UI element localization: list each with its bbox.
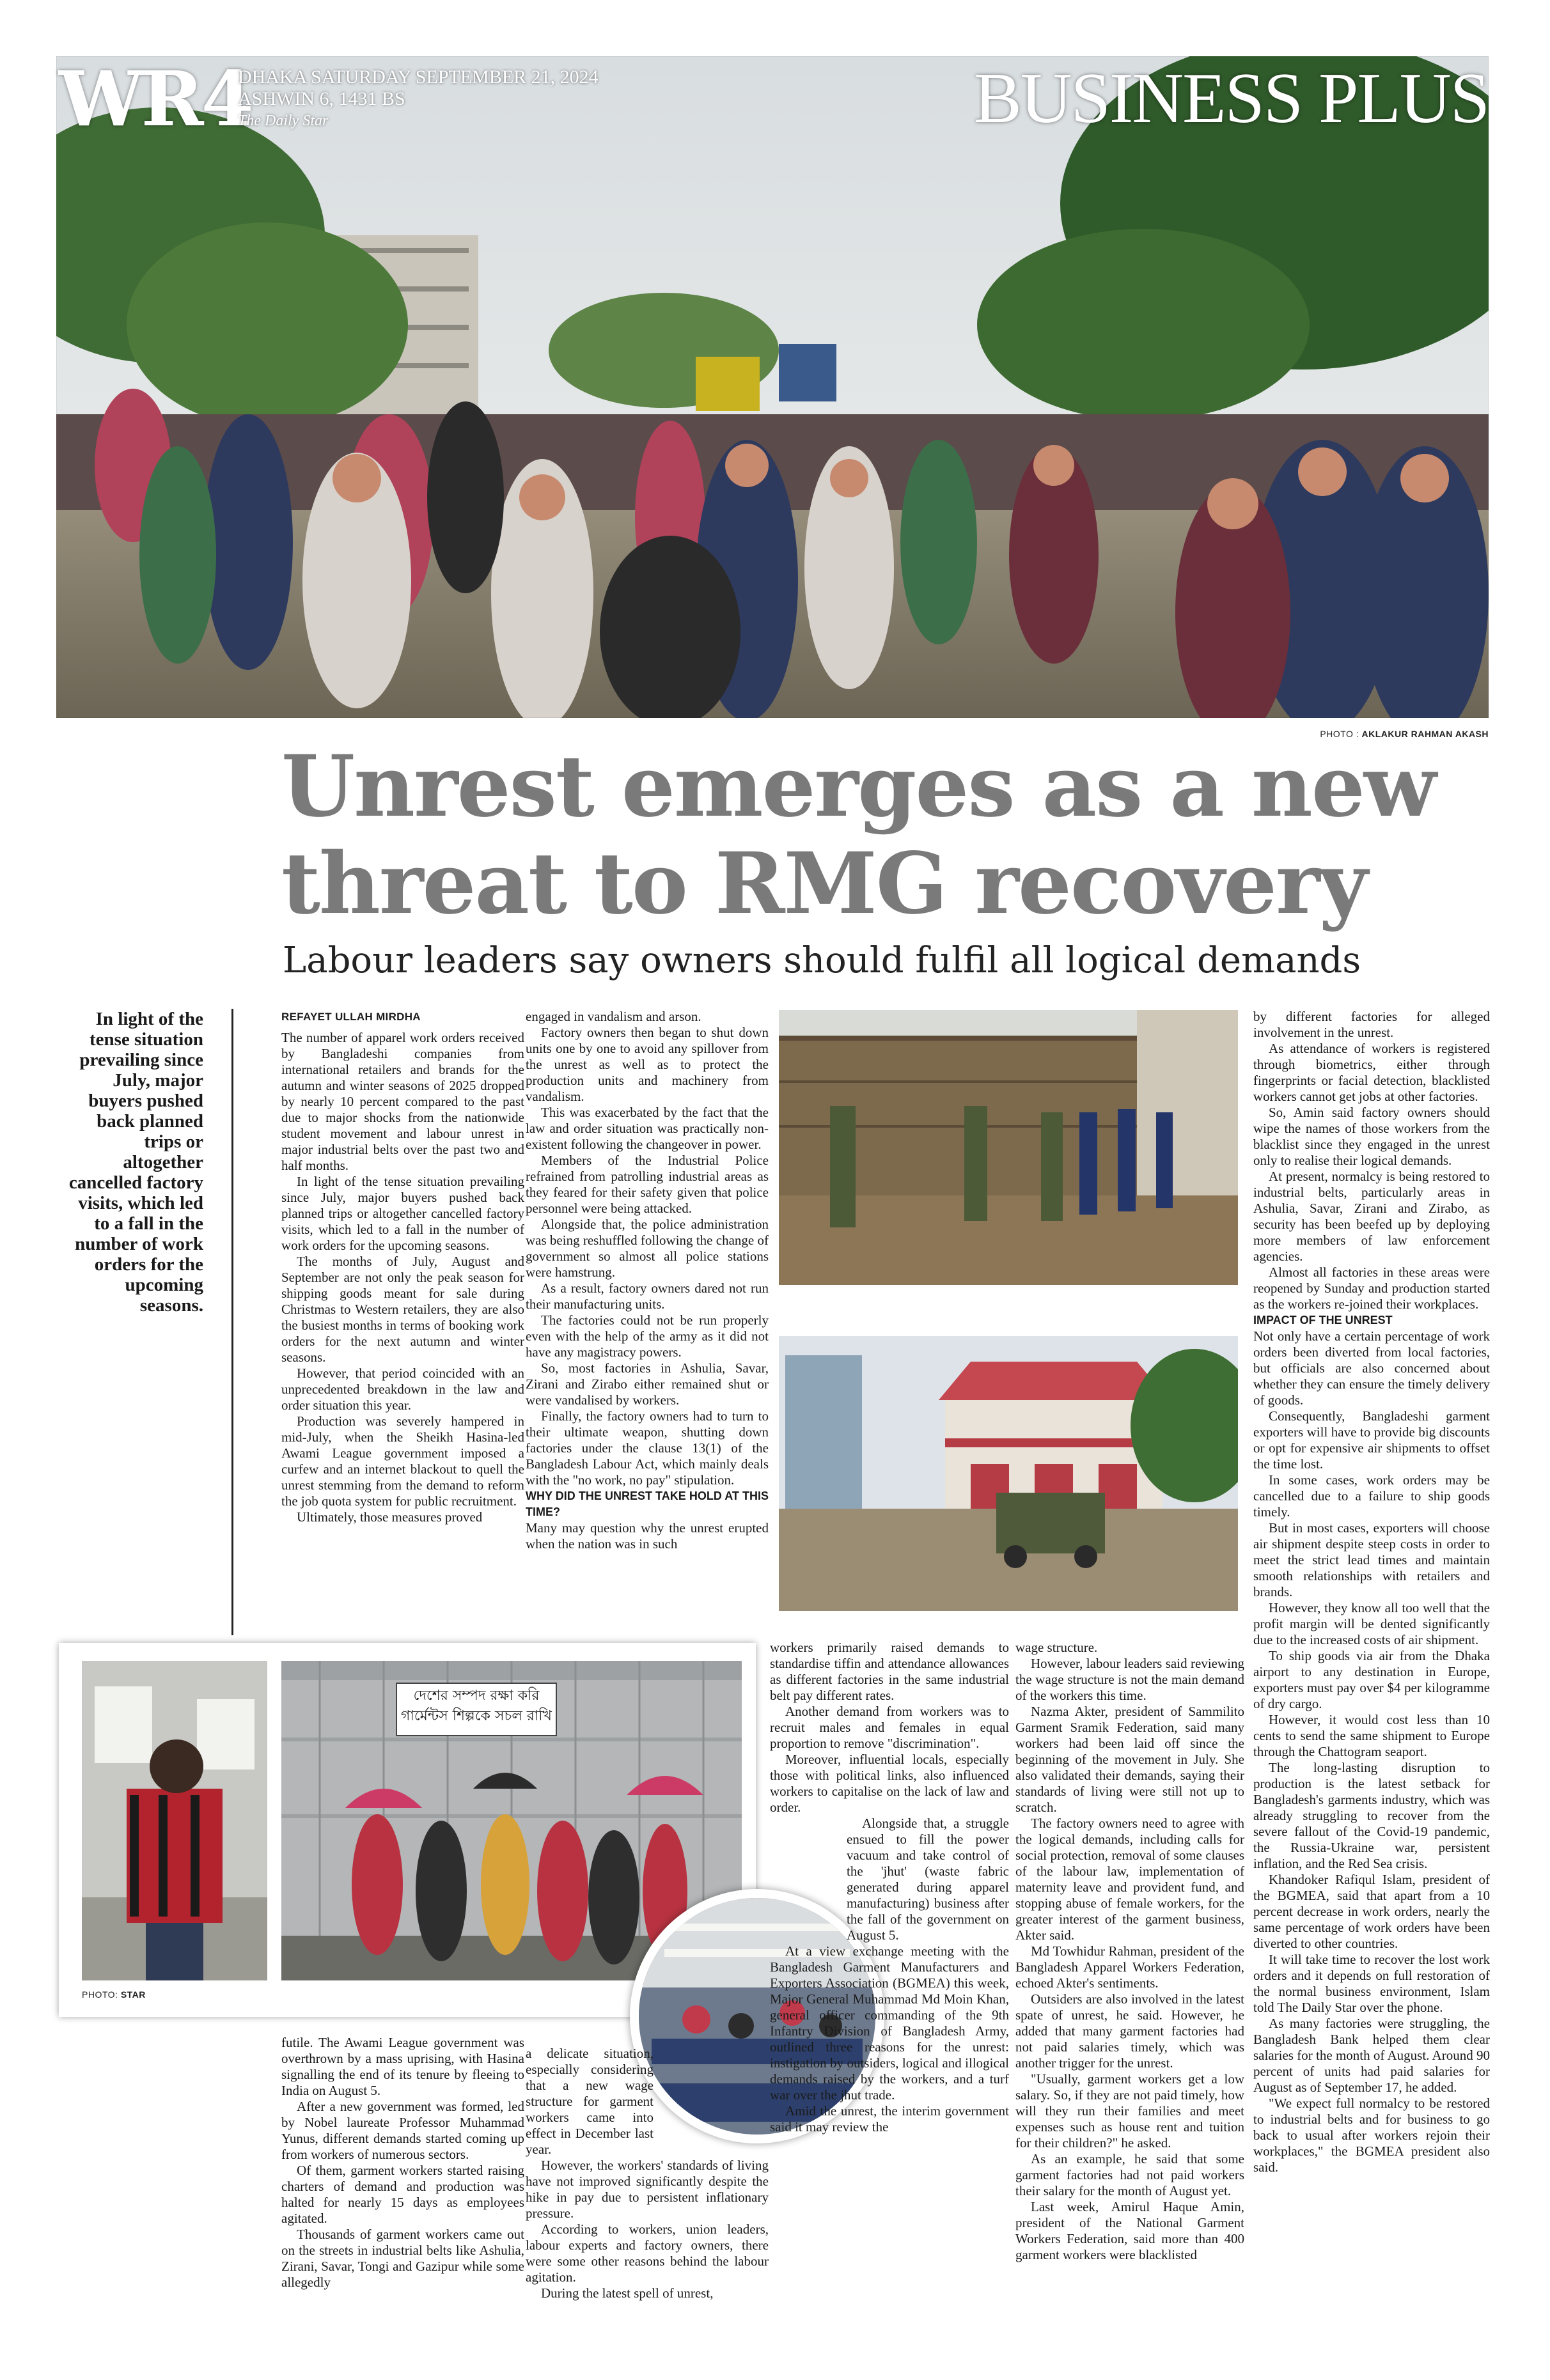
section-subhead: WHY DID THE UNREST TAKE HOLD AT THIS TIME? bbox=[526, 1489, 769, 1518]
column-1b bbox=[281, 2035, 524, 2291]
paragraph: "Usually, garment workers get a low salary. So, if they are not paid timely, how will they run their families and meet expenses such as house rent and tuition for their children?" he asked. bbox=[1015, 2071, 1244, 2151]
paragraph: Finally, the factory owners had to turn to their ultimate weapon, shutting down factories under the clause 13(1) of the Bangladesh Labour Act, which mainly deals with the "no work, no pay" stipulation. bbox=[526, 1408, 769, 1488]
paragraph: by different factories for alleged involvement in the unrest. bbox=[1253, 1009, 1490, 1040]
bangla-date-text: ASHWIN 6, 1431 BS bbox=[238, 88, 405, 109]
paragraph: Alongside that, the police administration was being reshuffled following the change of government so almost all police stations were hamstrung. bbox=[526, 1217, 769, 1280]
paragraph: Nazma Akter, president of Sammilito Garment Sramik Federation, said many workers had been laid off since the beginning of the movement in July. She also validated their demands, saying their standards of living were still not up to scratch. bbox=[1015, 1704, 1244, 1815]
paragraph: As many factories were struggling, the Bangladesh Bank helped them clear salaries for the month of August. Around 90 percent of units had paid salaries for August as of September 17, he added. bbox=[1253, 2016, 1490, 2095]
paragraph: Not only have a certain percentage of work orders been diverted from local factories, but officials are also concerned about whether they can ensure the timely delivery of goods. bbox=[1253, 1328, 1490, 1408]
main-photo-credit-name: AKLAKUR RAHMAN AKASH bbox=[1361, 729, 1489, 739]
headline-line-2: threat to RMG recovery bbox=[281, 834, 1367, 933]
date-text: DHAKA SATURDAY SEPTEMBER 21, 2024 bbox=[238, 66, 599, 88]
box-photo-credit bbox=[82, 1989, 146, 2000]
paragraph: This was exacerbated by the fact that the law and order situation was practically non-existent following the changeover in power. bbox=[526, 1105, 769, 1152]
dateline bbox=[238, 66, 599, 132]
paragraph: However, the workers' standards of living have not improved significantly despite the hike in pay due to persistent inflationary pressure. bbox=[526, 2158, 769, 2221]
paragraph: As attendance of workers is registered through biometrics, either through fingerprints or facial detection, blacklisted workers cannot get jobs at other factories. bbox=[1253, 1041, 1490, 1104]
paragraph: During the latest spell of unrest, bbox=[541, 2285, 714, 2301]
paragraph: According to workers, union leaders, labour experts and factory owners, there were some other reasons behind the labour agitation. bbox=[526, 2221, 769, 2285]
pull-quote: In light of the tense situation prevailing since July, major buyers pushed back planned trips or altogether cancelled factory visits, which led to a fall in the number of work orders for the upcoming seasons. bbox=[68, 1009, 203, 1316]
paragraph: Ultimately, those measures proved bbox=[297, 1509, 483, 1525]
banner-sign-text: দেশের সম্পদ রক্ষা করি গার্মেন্টস শিল্পকে সচল রাখি bbox=[401, 1688, 552, 1724]
paragraph: To ship goods via air from the Dhaka airport to any destination in Europe, exporters must pay over $4 per kilogramme of dry cargo. bbox=[1253, 1648, 1490, 1711]
column-2 bbox=[526, 1009, 769, 1552]
paragraph: The factory owners need to agree with the logical demands, including calls for social protection, removal of some clauses of the labour law, implementation of maternity leave and provident fund, and stopping abuse of female workers, for the greater interest of the garment business, Akter said. bbox=[1015, 1816, 1244, 1943]
paragraph: However, that period coincided with an unprecedented breakdown in the law and order situation this year. bbox=[281, 1365, 524, 1413]
paragraph: Of them, garment workers started raising charters of demand and production was halted for nearly 15 days as employees agitated. bbox=[281, 2163, 524, 2226]
paragraph: The months of July, August and September are not only the peak season for shipping goods meant for sale during Christmas to Western retailers, they are also the busiest months in terms of booking work orders for the next autumn and winter seasons. bbox=[281, 1254, 524, 1365]
paragraph: Md Towhidur Rahman, president of the Bangladesh Apparel Workers Federation, echoed Akter's sentiments. bbox=[1015, 1943, 1244, 1991]
paragraph: The factories could not be run properly even with the help of the army as it did not have any magistracy powers. bbox=[526, 1312, 769, 1360]
paragraph: Another demand from workers was to recruit males and females in equal proportion to remove "discrimination". bbox=[770, 1704, 1009, 1751]
paragraph: workers primarily raised demands to standardise tiffin and attendance allowances as different factories in the same industrial belt pay different rates. bbox=[770, 1640, 1009, 1703]
paragraph: In light of the tense situation prevailing since July, major buyers pushed back planned trips or altogether cancelled factory visits, which led to a fall in the number of work orders for the upcoming seasons. bbox=[281, 1174, 524, 1253]
paragraph: Moreover, influential locals, especially those with political links, also influenced workers to capitalise on the lack of law and order. bbox=[770, 1752, 1009, 1815]
paragraph: Last week, Amirul Haque Amin, president of the National Garment Workers Federation, said more than 400 garment workers were blacklisted bbox=[1015, 2199, 1244, 2262]
paragraph: a delicate situation, especially considering that a new wage structure for garment workers came into effect in December last year. bbox=[526, 2046, 654, 2157]
paragraph: Almost all factories in these areas were reopened by Sunday and production started as the workers re-joined their workplaces. bbox=[1253, 1264, 1490, 1312]
headline bbox=[281, 738, 1496, 933]
paragraph: But in most cases, exporters will choose air shipment despite steep costs in order to meet the strict lead times and maintain smooth relationships with retailers and brands. bbox=[1253, 1520, 1490, 1599]
paragraph: Amid the unrest, the interim government said it may review the bbox=[770, 2103, 1009, 2135]
paragraph: So, Amin said factory owners should wipe the names of those workers from the blacklist since they engaged in the unrest only to realise their logical demands. bbox=[1253, 1105, 1490, 1168]
paragraph: However, labour leaders said reviewing the wage structure is not the main demand of the workers this time. bbox=[1015, 1656, 1244, 1703]
paragraph: As an example, he said that some garment factories had not paid workers their salary for the month of August yet. bbox=[1015, 2151, 1244, 2198]
paragraph: futile. The Awami League government was overthrown by a mass uprising, with Hasina signalling the end of its tenure by fleeing to India on August 5. bbox=[281, 2035, 524, 2098]
paragraph: The long-lasting disruption to production is the latest setback for Bangladesh's garments industry, which was already struggling to recover from the severe fallout of the Covid-19 pandemic, the Russia-Ukraine war, persistent inflation, and the Red Sea crisis. bbox=[1253, 1760, 1490, 1871]
section-subhead: IMPACT OF THE UNREST bbox=[1253, 1314, 1393, 1326]
column-rule bbox=[231, 1009, 233, 1635]
main-photo-credit-prefix: PHOTO : bbox=[1320, 729, 1362, 739]
section-title: BUSINESS PLUS bbox=[974, 59, 1489, 138]
column-5 bbox=[1253, 1009, 1490, 2175]
paragraph: Outsiders are also involved in the latest spate of unrest, he said. However, he added that many garment factories had not paid salaries timely, which was another trigger for the unrest. bbox=[1015, 1991, 1244, 2071]
column-3 bbox=[770, 1640, 1009, 2135]
column-1 bbox=[281, 1009, 524, 1525]
main-photo-protest bbox=[56, 56, 1489, 718]
paragraph: Thousands of garment workers came out on the streets in industrial belts like Ashulia, Zirani, Savar, Tongi and Gazipur while some allegedly bbox=[281, 2227, 524, 2290]
paragraph: Many may question why the unrest erupted when the nation was in such bbox=[526, 1520, 769, 1552]
paragraph: engaged in vandalism and arson. bbox=[526, 1009, 701, 1024]
headline-line-1: Unrest emerges as a new bbox=[281, 737, 1436, 836]
paragraph: It will take time to recover the lost work orders and it depends on full restoration of the normal business environment, Islam told The Daily Star over the phone. bbox=[1253, 1952, 1490, 2015]
paragraph: "We expect full normalcy to be restored to industrial belts and for business to go back to usual after workers rejoin their workplaces," the BGMEA president also said. bbox=[1253, 2096, 1490, 2175]
paragraph: After a new government was formed, led by Nobel laureate Professor Muhammad Yunus, different demands started coming up from workers of numerous sectors. bbox=[281, 2099, 524, 2162]
column-4 bbox=[1015, 1640, 1244, 2263]
notice-reader-photo bbox=[82, 1661, 267, 1980]
paper-logo: The Daily Star bbox=[238, 113, 329, 129]
paragraph: At present, normalcy is being restored to industrial belts, particularly areas in Ashulia, Savar, Zirani and Zirabo, as security has been beefed up by deploying more members of law enforcement agencies. bbox=[1253, 1169, 1490, 1264]
paragraph: Consequently, Bangladeshi garment exporters will have to provide big discounts or opt for expensive air shipments to offset the time lost. bbox=[1253, 1408, 1490, 1472]
army-vehicle-photo bbox=[779, 1336, 1238, 1611]
page-code-text: WR4 bbox=[59, 54, 251, 143]
subheadline: Labour leaders say owners should fulfil all logical demands bbox=[283, 940, 1361, 981]
paragraph: At a view exchange meeting with the Bangladesh Garment Manufacturers and Exporters Association (BGMEA) this week, Major General Muhammad Md Moin Khan, general officer commanding of the 9th Infantry Division of Bangladesh Army, outlined three reasons for the unrest: instigation by outsiders, logical and illogical demands raised by the workers, and a turf war over the jhut trade. bbox=[770, 1943, 1009, 2103]
paragraph: In some cases, work orders may be cancelled due to a failure to ship goods timely. bbox=[1253, 1472, 1490, 1520]
page-code bbox=[59, 54, 251, 143]
paragraph: As a result, factory owners dared not run their manufacturing units. bbox=[526, 1280, 769, 1312]
paragraph: Production was severely hampered in mid-July, when the Sheikh Hasina-led Awami League government imposed a curfew and an internet blackout to quell the unrest stemming from the demand to reform the job quota system for public recruitment. bbox=[281, 1413, 524, 1509]
paragraph: Khandoker Rafiqul Islam, president of the BGMEA, said that apart from a 10 percent decrease in work orders, nearly the same percentage of work orders have been diverted to other countries. bbox=[1253, 1872, 1490, 1951]
paragraph: Factory owners then began to shut down units one by one to avoid any spillover from the unrest as well as to protect the production units and machinery from vandalism. bbox=[526, 1025, 769, 1104]
box-photo-credit-prefix: PHOTO: bbox=[82, 1989, 121, 2000]
paragraph: Members of the Industrial Police refrained from patrolling industrial areas as they feared for their safety given that police personnel were being attacked. bbox=[526, 1153, 769, 1216]
paragraph: However, it would cost less than 10 cents to send the same shipment to Europe through the Chattogram seaport. bbox=[1253, 1712, 1490, 1759]
paragraph: wage structure. bbox=[1015, 1640, 1098, 1655]
paragraph: The number of apparel work orders received by Bangladeshi companies from international retailers and brands for the autumn and winter seasons of 2025 dropped by nearly 10 percent compared to the past due to major shocks from the nationwide student movement and labour unrest in major industrial belts over the past two and half months. bbox=[281, 1030, 524, 1173]
paragraph: So, most factories in Ashulia, Savar, Zirani and Zirabo either remained shut or were vandalised by workers. bbox=[526, 1360, 769, 1408]
box-photo-credit-name: STAR bbox=[120, 1989, 146, 2000]
column-2b bbox=[526, 2046, 769, 2301]
paragraph: Alongside that, a struggle ensued to fill the power vacuum and take control of the 'jhut' (waste fabric generated during apparel manufacturing) business after the fall of the government on August 5. bbox=[847, 1816, 1009, 1943]
soldiers-photo bbox=[779, 1010, 1238, 1285]
byline: REFAYET ULLAH MIRDHA bbox=[281, 1011, 421, 1023]
paragraph: However, they know all too well that the profit margin will be dented significantly due to the increased costs of air shipment. bbox=[1253, 1600, 1490, 1647]
